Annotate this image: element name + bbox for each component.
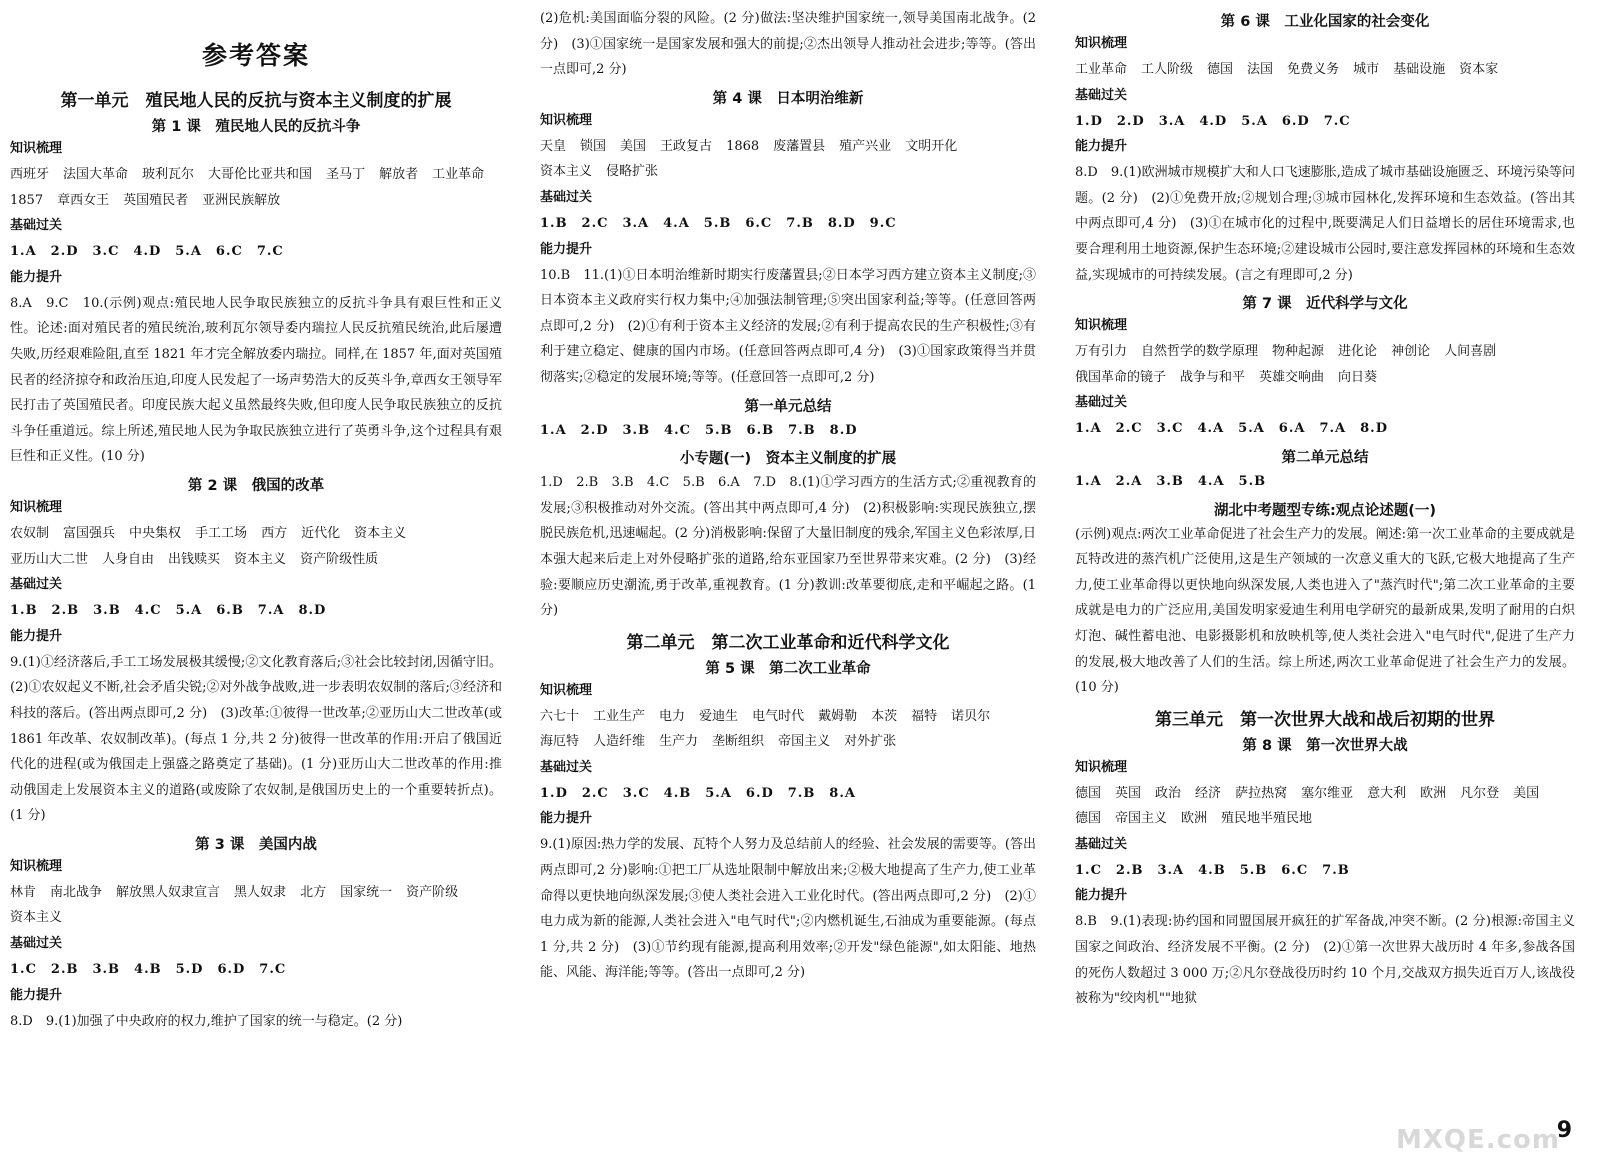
keyword: 生产力 xyxy=(659,734,699,750)
answer-paragraph: 8.B 9.(1)表现:协约国和同盟国展开疯狂的扩军备战,冲突不断。(2 分)根源:帝国主义国家之间政治、经济发展不平衡。(2 分) (2)①第一次世界大战历时 4 年多,参战各国的死伤人数超过 3 000 万;②凡尔登战役历时约 10 个月,交战双方损失近百万人,该战役被称为"绞肉机""地狱 xyxy=(1075,914,1575,1007)
section-heading: 知识梳理 xyxy=(1075,318,1128,334)
answer-line: 1.C 2.B 3.B 4.B 5.D 6.D 7.C xyxy=(10,962,287,978)
keyword: 章西女王 xyxy=(57,192,110,208)
section-heading: 知识梳理 xyxy=(1075,36,1128,51)
keyword: 德国 xyxy=(1207,62,1234,77)
keyword: 黑人奴隶 xyxy=(234,884,287,900)
keyword: 英雄交响曲 xyxy=(1259,369,1325,385)
unit-3-title: 第三单元 第一次世界大战和战后初期的世界 xyxy=(1155,709,1495,730)
unit-2-title: 第二单元 第二次工业革命和近代科学文化 xyxy=(626,632,950,653)
answer-line: 1.B 2.C 3.A 4.A 5.B 6.C 7.B 8.D 9.C xyxy=(540,215,897,231)
section-heading: 基础过关 xyxy=(540,189,593,205)
keyword: 资本主义 xyxy=(540,164,593,180)
keyword: 神创论 xyxy=(1391,344,1431,360)
keyword: 工人阶级 xyxy=(1141,62,1194,77)
lesson-1-title: 第 1 课 殖民地人民的反抗斗争 xyxy=(151,119,361,135)
section-heading: 基础过关 xyxy=(10,218,63,234)
lesson-7-title: 第 7 课 近代科学与文化 xyxy=(1242,296,1408,313)
keyword: 战争与和平 xyxy=(1180,369,1246,385)
keyword: 自然哲学的数学原理 xyxy=(1141,344,1259,360)
page-title: 参考答案 xyxy=(201,41,310,70)
lesson-3-title: 第 3 课 美国内战 xyxy=(195,836,317,853)
lesson-8-title: 第 8 课 第一次世界大战 xyxy=(1242,737,1408,754)
keyword: 俄国革命的镜子 xyxy=(1075,369,1167,385)
section-heading: 知识梳理 xyxy=(1075,759,1128,775)
keyword: 侵略扩张 xyxy=(606,164,659,180)
keyword: 向日葵 xyxy=(1338,369,1378,385)
answer-line: 1.A 2.C 3.C 4.A 5.A 6.A 7.A 8.D xyxy=(1075,421,1388,437)
keyword: 进化论 xyxy=(1338,344,1378,360)
section-heading: 能力提升 xyxy=(1075,139,1128,155)
section-heading: 知识梳理 xyxy=(10,141,63,156)
keyword: 工业生产 xyxy=(593,708,646,724)
page-number: 9 xyxy=(1556,1118,1572,1143)
keyword: 免费义务 xyxy=(1287,62,1340,77)
keyword: 资本主义 xyxy=(234,551,287,567)
lesson-5-title: 第 5 课 第二次工业革命 xyxy=(705,660,871,677)
keyword: 万有引力 xyxy=(1075,344,1128,360)
keyword: 北方 xyxy=(300,884,327,900)
keyword: 美国 xyxy=(620,138,647,154)
watermark: MXQE.com xyxy=(1395,1125,1560,1155)
keyword: 意大利 xyxy=(1367,785,1407,801)
keyword: 殖产兴业 xyxy=(839,138,892,154)
keyword: 文明开化 xyxy=(905,138,958,154)
keyword: 锁国 xyxy=(580,138,607,154)
keyword: 凡尔登 xyxy=(1460,785,1500,801)
keyword: 资本家 xyxy=(1459,62,1499,77)
keyword: 近代化 xyxy=(301,525,341,541)
section-heading: 能力提升 xyxy=(540,811,593,827)
section-heading: 基础过关 xyxy=(10,936,63,952)
keyword: 资本主义 xyxy=(10,910,63,926)
section-heading: 能力提升 xyxy=(10,269,63,285)
keyword: 欧洲 xyxy=(1181,811,1208,827)
keyword: 塞尔维亚 xyxy=(1301,785,1354,801)
keyword: 人身自由 xyxy=(102,551,155,567)
keyword: 王政复古 xyxy=(660,138,713,154)
keyword: 英国殖民者 xyxy=(123,192,189,208)
keyword: 德国 xyxy=(1075,785,1102,801)
section-heading: 知识梳理 xyxy=(540,112,593,128)
keyword: 基础设施 xyxy=(1393,62,1446,77)
answer-paragraph: (示例)观点:两次工业革命促进了社会生产力的发展。阐述:第一次工业革命的主要成就是瓦特改进的蒸汽机广泛使用,这是生产领域的一次意义重大的飞跃,它极大地提高了生产力,使工业革命得以更快地向纵深发展,人类也进入了"蒸汽时代";第二次工业革命的主要成就是电力的广泛应用,美国发明家爱迪生利用电学研究的最新成果,发明了耐用的白炽灯泡、碱性蓄电池、电影摄影机和放映机等,使人类社会进入"电气时代",促进了生产力的发展,极大地改善了人们的生活。综上所述,两次工业革命促进了社会生产力的发展。(10 分) xyxy=(1075,526,1575,696)
answer-line: 1.B 2.B 3.B 4.C 5.A 6.B 7.A 8.D xyxy=(10,603,327,619)
answer-line: 1.A 2.A 3.B 4.A 5.B xyxy=(1075,473,1267,489)
keyword: 诺贝尔 xyxy=(951,708,991,724)
hubei-practice-title: 湖北中考题型专练:观点论述题(一) xyxy=(1213,502,1437,519)
answer-line: 1.C 2.B 3.A 4.B 5.B 6.C 7.B xyxy=(1075,862,1350,878)
keyword: 农奴制 xyxy=(10,525,50,541)
keyword: 解放黑人奴隶宣言 xyxy=(116,884,221,900)
lesson-6-title: 第 6 课 工业化国家的社会变化 xyxy=(1220,14,1430,30)
keyword: 资产阶级 xyxy=(406,884,459,900)
keyword: 出钱赎买 xyxy=(168,551,221,567)
section-heading: 知识梳理 xyxy=(10,858,63,874)
keyword: 人间喜剧 xyxy=(1444,344,1497,360)
answer-paragraph: 9.(1)①经济落后,手工工场发展极其缓慢;②文化教育落后;③社会比较封闭,因循守旧。(2)①农奴起义不断,社会矛盾尖锐;②对外战争战败,进一步表明农奴制的落后;③经济和科技的落后。(答出两点即可,2 分) (3)改革:①彼得一世改革;②亚历山大二世改革(或 1861 年改革、农奴制改革)。(每点 1 分,共 2 分)彼得一世改革的作用:开启了俄国近代化的进程(或为俄国走上强盛之路奠定了基础)。(1 分)亚历山大二世改革的作用:推动俄国走上发展资本主义的道路(或废除了农奴制,是俄国历史上的一个重要转折点)。(1 分) xyxy=(10,654,502,824)
section-heading: 能力提升 xyxy=(10,987,63,1003)
keyword-list xyxy=(1075,339,1575,390)
answer-line: 1.A 2.D 3.B 4.C 5.B 6.B 7.B 8.D xyxy=(540,422,858,438)
answer-line: 1.D 2.D 3.A 4.D 5.A 6.D 7.C xyxy=(1075,113,1351,129)
keyword: 政治 xyxy=(1155,785,1182,801)
keyword: 萨拉热窝 xyxy=(1235,785,1288,801)
keyword: 玻利瓦尔 xyxy=(142,167,195,182)
keyword: 垄断组织 xyxy=(712,734,765,750)
keyword: 本茨 xyxy=(871,708,898,724)
section-heading: 基础过关 xyxy=(1075,395,1128,411)
keyword: 城市 xyxy=(1353,62,1380,77)
keyword: 工业革命 xyxy=(1075,62,1128,77)
answer-line: 1.D 2.C 3.C 4.B 5.A 6.D 7.B 8.A xyxy=(540,785,856,801)
keyword: 圣马丁 xyxy=(326,167,366,182)
keyword: 西班牙 xyxy=(10,167,50,182)
keyword: 六七十 xyxy=(540,708,580,724)
keyword: 经济 xyxy=(1195,785,1222,801)
section-heading: 知识梳理 xyxy=(10,499,63,515)
keyword: 工业革命 xyxy=(432,167,485,182)
keyword: 中央集权 xyxy=(129,525,182,541)
keyword: 资产阶级性质 xyxy=(300,551,379,567)
special-topic-1-title: 小专题(一) 资本主义制度的扩展 xyxy=(679,451,897,468)
keyword: 帝国主义 xyxy=(1115,811,1168,827)
keyword-list xyxy=(10,880,502,931)
keyword-list xyxy=(10,521,502,572)
keyword: 法国大革命 xyxy=(63,167,129,182)
keyword: 废藩置县 xyxy=(773,138,826,154)
keyword-list xyxy=(540,134,1036,185)
keyword: 国家统一 xyxy=(340,884,393,900)
section-heading: 基础过关 xyxy=(1075,87,1128,103)
keyword: 法国 xyxy=(1247,62,1274,77)
keyword: 帝国主义 xyxy=(778,734,831,750)
answer-paragraph: 8.D 9.(1)欧洲城市规模扩大和人口飞速膨胀,造成了城市基础设施匮乏、环境污染等问题。(2 分) (2)①免费开放;②规划合理;③城市园林化,发挥环境和生态效益。(答出其中两点即可,4 分) (3)①在城市化的过程中,既要满足人们日益增长的居住环境需求,也要合理利用土地资源,保护生态环境;②建设城市公园时,要注意发挥园林的环境和生态效益,实现城市的可持续发展。(言之有理即可,2 分) xyxy=(1075,165,1575,283)
column-3 xyxy=(1075,6,1575,1012)
keyword: 1868 xyxy=(726,138,760,154)
keyword: 对外扩张 xyxy=(844,734,897,750)
answer-paragraph: 8.A 9.C 10.(示例)观点:殖民地人民争取民族独立的反抗斗争具有艰巨性和正义性。论述:面对殖民者的殖民统治,玻利瓦尔领导委内瑞拉人民反抗殖民统治,此后屡遭失败,历经艰难险阻,直至 1821 年才完全解放委内瑞拉。同样,在 1857 年,面对英国殖民者的经济掠夺和政治压迫,印度人民发起了一场声势浩大的反英斗争,章西女王领导军民打击了英国殖民者。印度民族大起义虽然最终失败,但印度人民争取民族独立的反抗斗争任重道远。综上所述,殖民地人民为争取民族独立进行了英勇斗争,这个过程具有艰巨性和正义性。(10 分) xyxy=(10,295,502,465)
section-heading: 基础过关 xyxy=(540,759,593,775)
answer-paragraph: 1.D 2.B 3.B 4.C 5.B 6.A 7.D 8.(1)①学习西方的生活方式;②重视教育的发展;③积极推动对外交流。(答出其中两点即可,4 分) (2)积极影响:实现民族独立,摆脱民族危机,迅速崛起。(2 分)消极影响:保留了大量旧制度的残余,军国主义色彩浓厚,日本强大起来后走上对外侵略扩张的道路,给东亚国家乃至世界带来灾难。(2 分) (3)经验:要顺应历史潮流,勇于改革,重视教育。(1 分)教训:改革要彻底,走和平崛起之路。(1 分) xyxy=(540,475,1037,619)
keyword: 爱迪生 xyxy=(699,708,739,724)
answer-paragraph: 8.D 9.(1)加强了中央政府的权力,维护了国家的统一与稳定。(2 分) xyxy=(10,1013,403,1029)
answer-line: 1.A 2.D 3.C 4.D 5.A 6.C 7.C xyxy=(10,244,284,260)
keyword-list xyxy=(540,704,1036,755)
section-heading: 基础过关 xyxy=(10,577,63,593)
section-heading: 基础过关 xyxy=(1075,836,1128,852)
section-heading: 能力提升 xyxy=(1075,888,1128,904)
unit-1-summary-title: 第一单元总结 xyxy=(744,398,832,415)
answer-paragraph: 10.B 11.(1)①日本明治维新时期实行废藩置县;②日本学习西方建立资本主义制度;③日本资本主义政府实行权力集中;④加强法制管理;⑤突出国家利益;等等。(任意回答两点即可,2 分) (2)①有利于资本主义经济的发展;②有利于提高农民的生产积极性;③有利于建立稳定、健康的国内市场。(任意回答两点即可,4 分) (3)①国家政策得当并贯彻落实;②稳定的发展环境;等等。(任意回答一点即可,2 分) xyxy=(540,267,1036,385)
keyword: 欧洲 xyxy=(1420,785,1447,801)
keyword: 西方 xyxy=(261,525,288,541)
keyword: 英国 xyxy=(1115,785,1142,801)
keyword: 电气时代 xyxy=(752,708,805,724)
keyword: 福特 xyxy=(911,708,938,724)
keyword: 大哥伦比亚共和国 xyxy=(208,167,313,182)
keyword: 1857 xyxy=(10,192,44,208)
keyword: 解放者 xyxy=(379,167,419,182)
keyword: 殖民地半殖民地 xyxy=(1221,811,1313,827)
keyword: 海厄特 xyxy=(540,734,580,750)
keyword: 人造纤维 xyxy=(593,734,646,750)
keyword: 天皇 xyxy=(540,138,567,154)
section-heading: 能力提升 xyxy=(10,628,63,644)
column-2 xyxy=(540,6,1036,986)
keyword: 富国强兵 xyxy=(63,525,116,541)
column-1 xyxy=(10,6,502,1034)
keyword-list xyxy=(10,162,502,213)
keyword-list xyxy=(1075,781,1575,832)
answer-paragraph: (2)危机:美国面临分裂的风险。(2 分)做法:坚决维护国家统一,领导美国南北战争。(2 分) (3)①国家统一是国家发展和强大的前提;②杰出领导人推动社会进步;等等。(答出一点即可,2 分) xyxy=(540,11,1036,78)
keyword: 南北战争 xyxy=(50,884,103,900)
section-heading: 能力提升 xyxy=(540,241,593,257)
keyword: 戴姆勒 xyxy=(818,708,858,724)
section-heading: 知识梳理 xyxy=(540,682,593,698)
keyword: 电力 xyxy=(659,708,686,724)
lesson-4-title: 第 4 课 日本明治维新 xyxy=(712,90,864,107)
keyword: 美国 xyxy=(1513,785,1540,801)
keyword-list xyxy=(1075,57,1575,83)
lesson-2-title: 第 2 课 俄国的改革 xyxy=(187,477,325,494)
unit-1-title: 第一单元 殖民地人民的反抗与资本主义制度的扩展 xyxy=(60,91,452,111)
keyword: 德国 xyxy=(1075,811,1102,827)
unit-2-summary-title: 第二单元总结 xyxy=(1281,449,1369,466)
keyword: 林肯 xyxy=(10,884,37,900)
keyword: 手工工场 xyxy=(195,525,248,541)
keyword: 亚洲民族解放 xyxy=(202,192,281,208)
keyword: 物种起源 xyxy=(1272,344,1325,360)
keyword: 亚历山大二世 xyxy=(10,551,89,567)
answer-paragraph: 9.(1)原因:热力学的发展、瓦特个人努力及总结前人的经验、社会发展的需要等。(答出两点即可,2 分)影响:①把工厂从选址限制中解放出来;②极大地提高了生产力,使工业革命得以更快地向纵深发展;③使人类社会进入工业化时代。(答出两点即可,2 分) (2)①电力成为新的能源,人类社会进入"电气时代";②内燃机诞生,石油成为重要能源。(每点 1 分,共 2 分) (3)①节约现有能源,提高利用效率;②开发"绿色能源",如太阳能、地热能、风能、海洋能;等等。(答出一点即可,2 分) xyxy=(540,837,1036,981)
keyword: 资本主义 xyxy=(354,525,407,541)
